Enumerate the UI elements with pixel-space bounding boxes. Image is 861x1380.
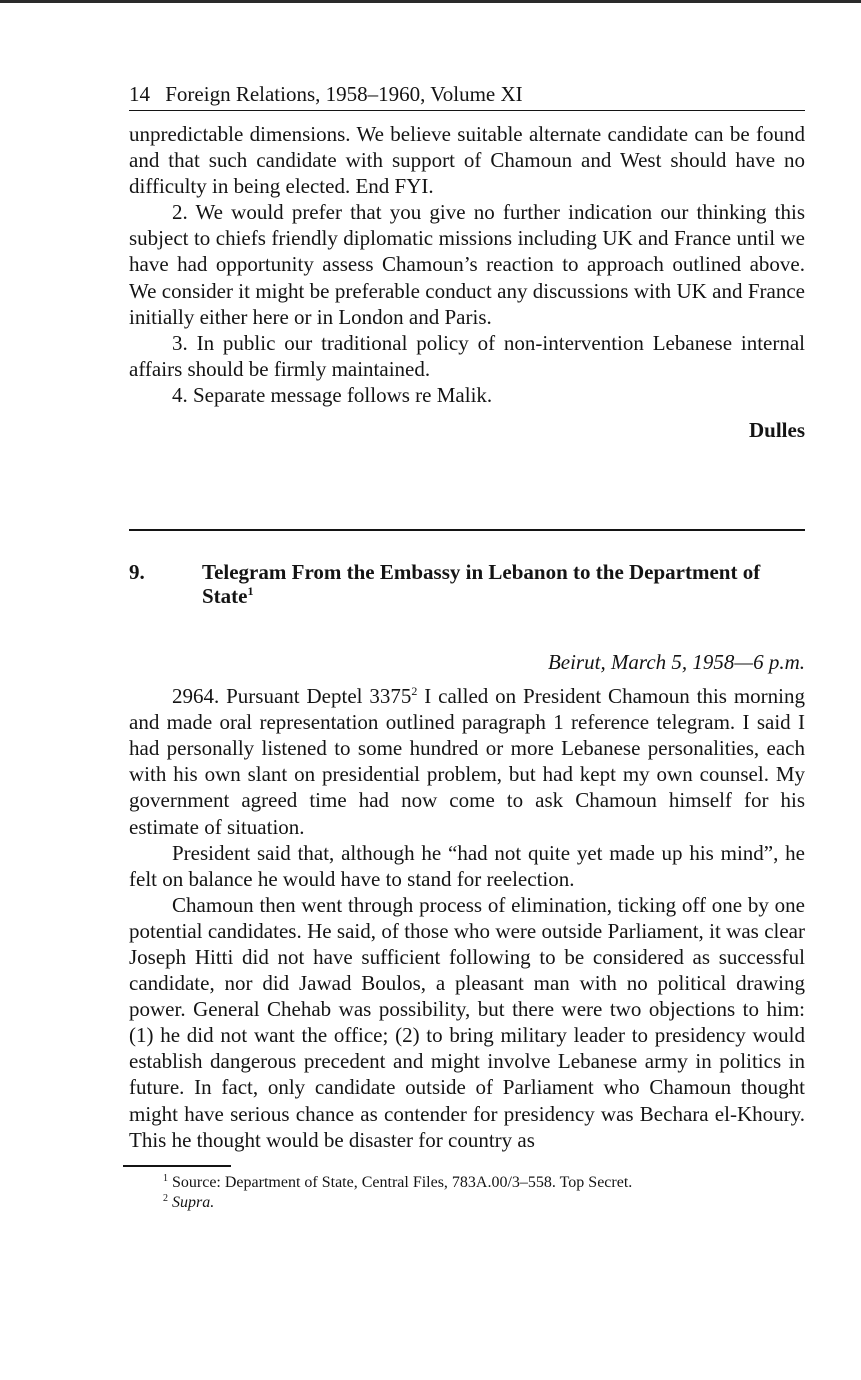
continued-text — [129, 121, 805, 408]
top-border — [0, 0, 861, 3]
footnote-text: Supra. — [172, 1193, 215, 1211]
telegram-text — [129, 683, 805, 1153]
volume-title: Foreign Relations, 1958–1960, Volume XI — [165, 82, 523, 106]
dateline: Beirut, March 5, 1958—6 p.m. — [547, 650, 805, 675]
document-title — [202, 560, 805, 608]
section-divider — [129, 529, 805, 531]
document-number: 9. — [129, 560, 145, 585]
footnote-mark: 2 — [163, 1192, 168, 1204]
footnotes — [129, 1173, 805, 1213]
page-number: 14 — [129, 82, 150, 106]
running-header — [129, 80, 805, 111]
document-title-text: Telegram From the Embassy in Lebanon to the Department of State — [202, 560, 761, 609]
paragraph: President said that, although he “had not quite yet made up his mind”, he felt on balance he would have to stand for reelection. — [129, 840, 805, 891]
footnote-ref: 1 — [247, 584, 254, 599]
footnote-mark: 1 — [163, 1172, 168, 1184]
paragraph: Chamoun then went through process of elimination, ticking off one by one potential candidates. He said, of those who were outside Parliament, it was clear Joseph Hitti did not have sufficient following to be considered as successful candidate, nor did Jawad Boulos, a pleasant man with no political drawing power. General Chehab was possibility, but there were two objections to him: (1) he did not want the office; (2) to bring military leader to presidency would establish dangerous precedent and might involve Lebanese army in politics in future. In fact, only candidate outside of Parliament who Chamoun thought might have serious chance as contender for presidency was Bechara el-Khoury. This he thought would be disaster for country as — [129, 892, 805, 1152]
paragraph: 3. In public our traditional policy of non-intervention Lebanese internal affairs should be firmly maintained. — [129, 330, 805, 381]
paragraph: unpredictable dimensions. We believe suitable alternate candidate can be found and that such candidate with support of Chamoun and West should have no difficulty in being elected. End FYI. — [129, 122, 805, 199]
footnote-text: Source: Department of State, Central Files, 783A.00/3–558. Top Secret. — [172, 1173, 633, 1191]
paragraph: 4. Separate message follows re Malik. — [172, 382, 493, 407]
paragraph-start: 2964. Pursuant Deptel 3375 — [172, 684, 412, 709]
footnote — [163, 1193, 805, 1213]
footnote — [163, 1173, 805, 1193]
paragraph: 2. We would prefer that you give no further indication our thinking this subject to chiefs friendly diplomatic missions including UK and France until we have had opportunity assess Chamoun’s reaction to approach outlined above. We consider it might be preferable conduct any discussions with UK and France initially either here or in London and Paris. — [129, 200, 805, 329]
paragraph-rest: I called on President Chamoun this morning and made oral representation outlined paragraph 1 reference telegram. I said I had personally listened to some hundred or more Lebanese personalities, each with his own slant on presidential problem, but had kept my own counsel. My government agreed time had now come to ask Chamoun himself for his estimate of situation. — [129, 684, 805, 839]
document-heading — [129, 560, 805, 608]
page — [129, 80, 805, 1213]
footnote-rule — [123, 1165, 231, 1167]
paragraph — [129, 683, 805, 840]
footnote-ref: 2 — [411, 684, 418, 699]
signature: Dulles — [748, 418, 805, 443]
